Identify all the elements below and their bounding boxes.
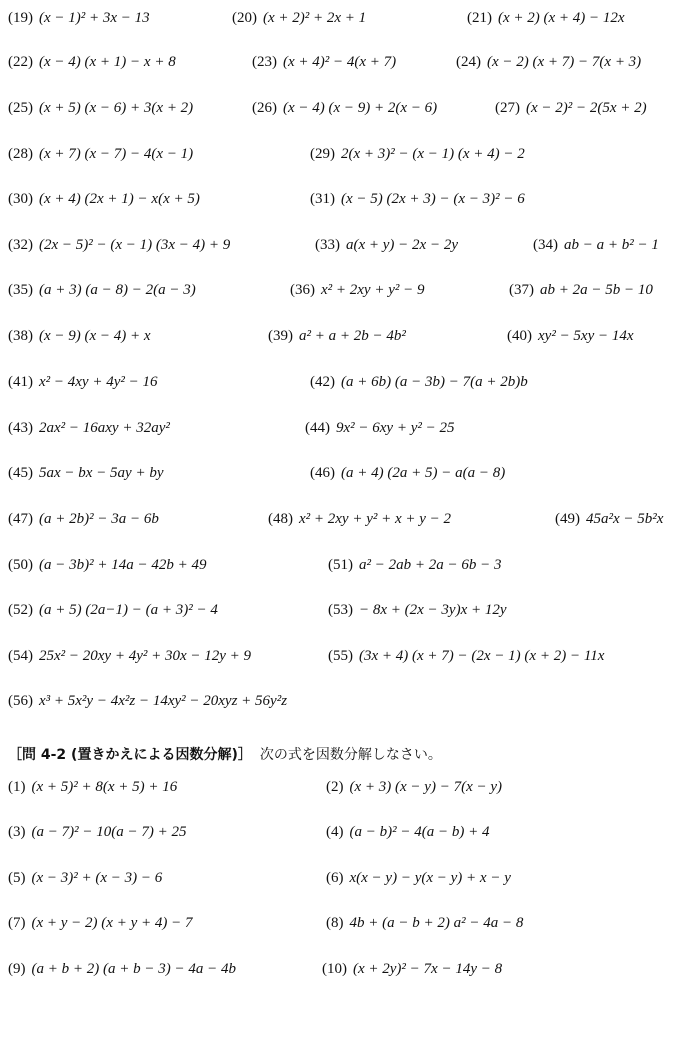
problem-item bbox=[8, 641, 251, 671]
problem-item bbox=[8, 908, 192, 938]
problem-number: (45) bbox=[8, 465, 33, 481]
problem-expression: 2(x + 3)² − (x − 1) (x + 4) − 2 bbox=[341, 146, 525, 162]
problem-number: (51) bbox=[328, 557, 353, 573]
problem-expression: (a + 3) (a − 8) − 2(a − 3) bbox=[39, 282, 196, 298]
problem-number: (43) bbox=[8, 420, 33, 436]
problem-item bbox=[467, 3, 625, 33]
problem-item bbox=[8, 458, 164, 488]
problem-expression: (x − 2)² − 2(5x + 2) bbox=[526, 100, 647, 116]
problem-row bbox=[0, 275, 691, 305]
problem-item bbox=[8, 954, 236, 984]
problem-expression: 5ax − bx − 5ay + by bbox=[39, 465, 164, 481]
problem-item bbox=[509, 275, 653, 305]
problem-number: (49) bbox=[555, 511, 580, 527]
problem-row bbox=[0, 3, 691, 33]
problem-number: (20) bbox=[232, 10, 257, 26]
problem-number: (10) bbox=[322, 961, 347, 977]
problem-expression: a² + a + 2b − 4b² bbox=[299, 328, 406, 344]
problem-item bbox=[8, 275, 196, 305]
problem-expression: (x − 4) (x + 1) − x + 8 bbox=[39, 54, 176, 70]
section-instruction: 次の式を因数分解しなさい。 bbox=[259, 747, 442, 763]
problem-expression: x² + 2xy + y² + x + y − 2 bbox=[299, 511, 452, 527]
problem-expression: (x + 7) (x − 7) − 4(x − 1) bbox=[39, 146, 194, 162]
problem-expression: (x + 2y)² − 7x − 14y − 8 bbox=[353, 961, 503, 977]
section-title: ［問 4-2 (置きかえによる因数分解)］ bbox=[8, 747, 252, 763]
problem-number: (19) bbox=[8, 10, 33, 26]
problem-row bbox=[0, 641, 691, 671]
problem-expression: x² − 4xy + 4y² − 16 bbox=[39, 374, 158, 390]
problem-item bbox=[290, 275, 425, 305]
problem-item bbox=[8, 817, 186, 847]
problem-number: (8) bbox=[326, 915, 344, 931]
problem-expression: (a + 4) (2a + 5) − a(a − 8) bbox=[341, 465, 506, 481]
problem-item bbox=[310, 184, 525, 214]
problem-expression: (2x − 5)² − (x − 1) (3x − 4) + 9 bbox=[39, 237, 231, 253]
problem-number: (28) bbox=[8, 146, 33, 162]
problem-row bbox=[0, 595, 691, 625]
problem-number: (26) bbox=[252, 100, 277, 116]
problem-number: (41) bbox=[8, 374, 33, 390]
problem-item bbox=[8, 863, 162, 893]
problem-expression: (a + 2b)² − 3a − 6b bbox=[39, 511, 159, 527]
problem-number: (2) bbox=[326, 779, 344, 795]
problem-item bbox=[322, 954, 502, 984]
problem-item bbox=[8, 184, 200, 214]
problem-item bbox=[8, 230, 230, 260]
problem-expression: (x + 4)² − 4(x + 7) bbox=[283, 54, 397, 70]
problem-expression: (x + 5)² + 8(x + 5) + 16 bbox=[31, 779, 178, 795]
problem-item bbox=[328, 595, 507, 625]
problem-item bbox=[507, 321, 634, 351]
problem-row bbox=[0, 686, 691, 716]
problem-expression: (x + 2)² + 2x + 1 bbox=[263, 10, 367, 26]
problem-expression: 45a²x − 5b²x bbox=[586, 511, 664, 527]
problem-row bbox=[0, 184, 691, 214]
problem-row bbox=[0, 230, 691, 260]
problem-item bbox=[326, 772, 502, 802]
problem-expression: (x − 5) (2x + 3) − (x − 3)² − 6 bbox=[341, 191, 525, 207]
problem-number: (23) bbox=[252, 54, 277, 70]
problem-expression: (3x + 4) (x + 7) − (2x − 1) (x + 2) − 11x bbox=[359, 648, 605, 664]
problem-expression: ab − a + b² − 1 bbox=[564, 237, 659, 253]
problem-item bbox=[328, 641, 604, 671]
problem-expression: 9x² − 6xy + y² − 25 bbox=[336, 420, 455, 436]
problem-number: (42) bbox=[310, 374, 335, 390]
problem-expression: (a − 7)² − 10(a − 7) + 25 bbox=[31, 824, 187, 840]
problem-expression: (a + 5) (2a−1) − (a + 3)² − 4 bbox=[39, 602, 218, 618]
problem-item bbox=[8, 93, 193, 123]
problem-number: (34) bbox=[533, 237, 558, 253]
problem-number: (3) bbox=[8, 824, 26, 840]
problem-item bbox=[326, 908, 523, 938]
problem-item bbox=[8, 3, 150, 33]
problem-number: (21) bbox=[467, 10, 492, 26]
problem-item bbox=[232, 3, 366, 33]
problem-expression: 4b + (a − b + 2) a² − 4a − 8 bbox=[349, 915, 524, 931]
problem-row bbox=[0, 139, 691, 169]
problem-number: (40) bbox=[507, 328, 532, 344]
problem-number: (4) bbox=[326, 824, 344, 840]
problem-item bbox=[456, 47, 641, 77]
problem-expression: (a + 6b) (a − 3b) − 7(a + 2b)b bbox=[341, 374, 528, 390]
problem-number: (5) bbox=[8, 870, 26, 886]
problem-number: (9) bbox=[8, 961, 26, 977]
problem-number: (56) bbox=[8, 693, 33, 709]
problem-expression: xy² − 5xy − 14x bbox=[538, 328, 634, 344]
problem-row bbox=[0, 321, 691, 351]
problem-item bbox=[8, 550, 206, 580]
problem-number: (33) bbox=[315, 237, 340, 253]
problem-number: (30) bbox=[8, 191, 33, 207]
problem-expression: (x + 5) (x − 6) + 3(x + 2) bbox=[39, 100, 194, 116]
problem-number: (50) bbox=[8, 557, 33, 573]
problem-item bbox=[8, 772, 177, 802]
problem-item bbox=[495, 93, 647, 123]
problem-number: (27) bbox=[495, 100, 520, 116]
problem-row bbox=[0, 47, 691, 77]
problem-row bbox=[0, 413, 691, 443]
problem-row bbox=[0, 863, 691, 893]
problem-number: (53) bbox=[328, 602, 353, 618]
problem-row bbox=[0, 458, 691, 488]
problem-item bbox=[533, 230, 659, 260]
problem-number: (54) bbox=[8, 648, 33, 664]
problem-expression: (a − b)² − 4(a − b) + 4 bbox=[349, 824, 490, 840]
problem-row bbox=[0, 908, 691, 938]
problem-number: (44) bbox=[305, 420, 330, 436]
problem-item bbox=[8, 413, 170, 443]
problem-number: (29) bbox=[310, 146, 335, 162]
problem-number: (46) bbox=[310, 465, 335, 481]
problem-expression: − 8x + (2x − 3y)x + 12y bbox=[359, 602, 507, 618]
problem-expression: (x + y − 2) (x + y + 4) − 7 bbox=[31, 915, 193, 931]
problem-number: (35) bbox=[8, 282, 33, 298]
problem-number: (1) bbox=[8, 779, 26, 795]
problem-item bbox=[8, 504, 159, 534]
problem-number: (24) bbox=[456, 54, 481, 70]
problem-expression: ab + 2a − 5b − 10 bbox=[540, 282, 653, 298]
problem-number: (36) bbox=[290, 282, 315, 298]
problem-item bbox=[326, 817, 489, 847]
problem-item bbox=[555, 504, 663, 534]
problem-number: (55) bbox=[328, 648, 353, 664]
problem-expression: x² + 2xy + y² − 9 bbox=[321, 282, 425, 298]
problem-row bbox=[0, 367, 691, 397]
problem-expression: (x + 2) (x + 4) − 12x bbox=[498, 10, 625, 26]
problem-expression: a² − 2ab + 2a − 6b − 3 bbox=[359, 557, 502, 573]
problem-expression: (x − 2) (x + 7) − 7(x + 3) bbox=[487, 54, 642, 70]
problem-number: (25) bbox=[8, 100, 33, 116]
problem-expression: 2ax² − 16axy + 32ay² bbox=[39, 420, 170, 436]
section-header bbox=[8, 740, 442, 770]
problem-number: (52) bbox=[8, 602, 33, 618]
problem-number: (37) bbox=[509, 282, 534, 298]
problem-number: (6) bbox=[326, 870, 344, 886]
problem-expression: (x − 9) (x − 4) + x bbox=[39, 328, 151, 344]
problem-item bbox=[268, 504, 451, 534]
problem-item bbox=[8, 139, 193, 169]
problem-item bbox=[252, 93, 437, 123]
problem-item bbox=[8, 686, 287, 716]
problem-expression: a(x + y) − 2x − 2y bbox=[346, 237, 458, 253]
problem-expression: 25x² − 20xy + 4y² + 30x − 12y + 9 bbox=[39, 648, 252, 664]
problem-expression: (x − 4) (x − 9) + 2(x − 6) bbox=[283, 100, 438, 116]
problem-expression: (x + 4) (2x + 1) − x(x + 5) bbox=[39, 191, 200, 207]
problem-number: (47) bbox=[8, 511, 33, 527]
problem-item bbox=[326, 863, 511, 893]
problem-item bbox=[305, 413, 455, 443]
problem-item bbox=[8, 47, 176, 77]
problem-item bbox=[310, 458, 505, 488]
problem-row bbox=[0, 772, 691, 802]
problem-expression: (a − 3b)² + 14a − 42b + 49 bbox=[39, 557, 207, 573]
problem-item bbox=[268, 321, 406, 351]
problem-number: (7) bbox=[8, 915, 26, 931]
problem-row bbox=[0, 817, 691, 847]
problem-row bbox=[0, 504, 691, 534]
problem-expression: (x − 3)² + (x − 3) − 6 bbox=[31, 870, 163, 886]
problem-number: (31) bbox=[310, 191, 335, 207]
problem-row bbox=[0, 954, 691, 984]
problem-row bbox=[0, 550, 691, 580]
problem-number: (48) bbox=[268, 511, 293, 527]
problem-item bbox=[328, 550, 502, 580]
problem-item bbox=[315, 230, 458, 260]
problem-number: (22) bbox=[8, 54, 33, 70]
problem-expression: x³ + 5x²y − 4x²z − 14xy² − 20xyz + 56y²z bbox=[39, 693, 288, 709]
problem-number: (39) bbox=[268, 328, 293, 344]
problem-expression: x(x − y) − y(x − y) + x − y bbox=[349, 870, 511, 886]
problem-number: (38) bbox=[8, 328, 33, 344]
problem-item bbox=[8, 595, 218, 625]
problem-number: (32) bbox=[8, 237, 33, 253]
problem-expression: (x − 1)² + 3x − 13 bbox=[39, 10, 150, 26]
problem-item bbox=[252, 47, 396, 77]
problem-expression: (x + 3) (x − y) − 7(x − y) bbox=[349, 779, 502, 795]
problem-item bbox=[8, 367, 158, 397]
problem-item bbox=[310, 367, 528, 397]
problem-item bbox=[8, 321, 151, 351]
problem-item bbox=[310, 139, 525, 169]
problem-row bbox=[0, 93, 691, 123]
problem-expression: (a + b + 2) (a + b − 3) − 4a − 4b bbox=[31, 961, 236, 977]
